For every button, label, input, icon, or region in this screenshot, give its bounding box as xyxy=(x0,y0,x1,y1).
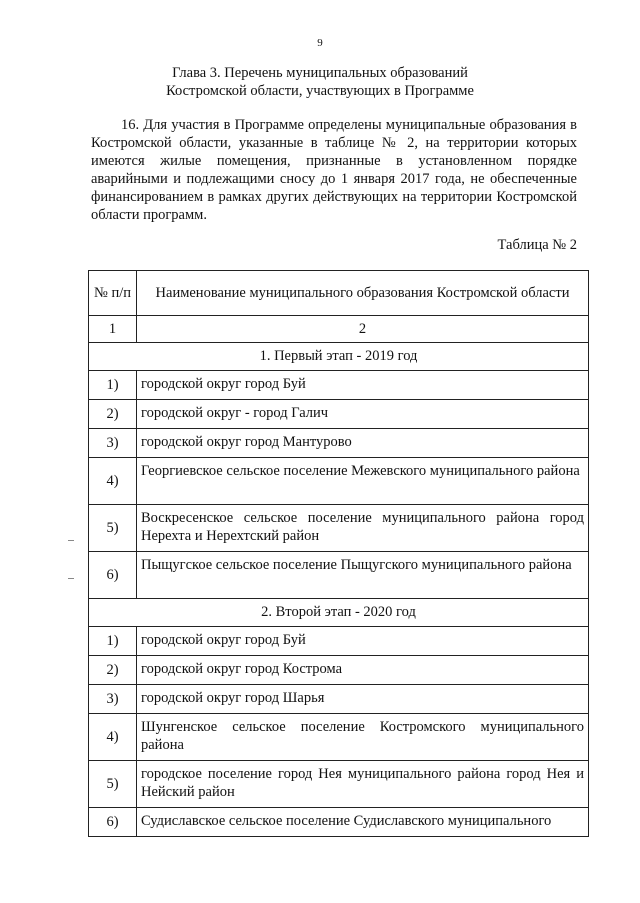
table-row xyxy=(89,808,589,837)
margin-mark xyxy=(68,540,74,541)
stage-row-2 xyxy=(89,599,589,627)
table-index-row xyxy=(89,316,589,343)
table-row xyxy=(89,371,589,400)
table-row xyxy=(89,400,589,429)
row-name: Георгиевское сельское поселение Межевского муниципального района xyxy=(137,458,589,505)
table-header-row xyxy=(89,271,589,316)
row-name: Судиславское сельское поселение Судиславского муниципального xyxy=(137,808,589,837)
table-row xyxy=(89,714,589,761)
stage-row-1 xyxy=(89,343,589,371)
chapter-title xyxy=(0,64,640,100)
row-num: 2) xyxy=(89,400,137,429)
row-num: 3) xyxy=(89,685,137,714)
row-num: 6) xyxy=(89,552,137,599)
table-row xyxy=(89,458,589,505)
chapter-title-line-2: Костромской области, участвующих в Программе xyxy=(166,83,474,99)
row-num: 3) xyxy=(89,429,137,458)
table-row xyxy=(89,552,589,599)
row-num: 6) xyxy=(89,808,137,837)
header-num-cell: № п/п xyxy=(89,271,137,316)
row-name: городское поселение город Нея муниципального района город Нея и Нейский район xyxy=(137,761,589,808)
row-num: 1) xyxy=(89,627,137,656)
header-name-cell: Наименование муниципального образования Костромской области xyxy=(137,271,589,316)
index-num-cell: 1 xyxy=(89,316,137,343)
row-num: 2) xyxy=(89,656,137,685)
row-num: 5) xyxy=(89,505,137,552)
municipalities-table xyxy=(88,270,589,837)
row-name: городской округ город Шарья xyxy=(137,685,589,714)
row-num: 1) xyxy=(89,371,137,400)
intro-paragraph: 16. Для участия в Программе определены муниципальные образования в Костромской области, указанные в таблице № 2, на территории которых имеются жилые помещения, признанные в установленном порядке аварийными и подлежащими сносу до 1 января 2017 года, не обеспеченные финансированием в рамках других действующих на территории Костромской области программ. xyxy=(91,117,577,223)
row-name: городской округ город Буй xyxy=(137,627,589,656)
table-caption: Таблица № 2 xyxy=(497,237,577,253)
table-row xyxy=(89,685,589,714)
page-number: 9 xyxy=(317,37,323,49)
row-name: городской округ город Кострома xyxy=(137,656,589,685)
table-row xyxy=(89,627,589,656)
table-row xyxy=(89,761,589,808)
table-row xyxy=(89,505,589,552)
row-name: Воскресенское сельское поселение муниципального района город Нерехта и Нерехтский район xyxy=(137,505,589,552)
table-row xyxy=(89,429,589,458)
row-name: городской округ - город Галич xyxy=(137,400,589,429)
table-row xyxy=(89,656,589,685)
row-name: городской округ город Буй xyxy=(137,371,589,400)
margin-mark xyxy=(68,578,74,579)
row-num: 4) xyxy=(89,458,137,505)
chapter-title-line-1: Глава 3. Перечень муниципальных образований xyxy=(172,65,468,81)
row-num: 4) xyxy=(89,714,137,761)
index-name-cell: 2 xyxy=(137,316,589,343)
stage-title-1: 1. Первый этап - 2019 год xyxy=(89,343,589,371)
row-name: Шунгенское сельское поселение Костромского муниципального района xyxy=(137,714,589,761)
row-name: Пыщугское сельское поселение Пыщугского муниципального района xyxy=(137,552,589,599)
row-name: городской округ город Мантурово xyxy=(137,429,589,458)
row-num: 5) xyxy=(89,761,137,808)
stage-title-2: 2. Второй этап - 2020 год xyxy=(89,599,589,627)
